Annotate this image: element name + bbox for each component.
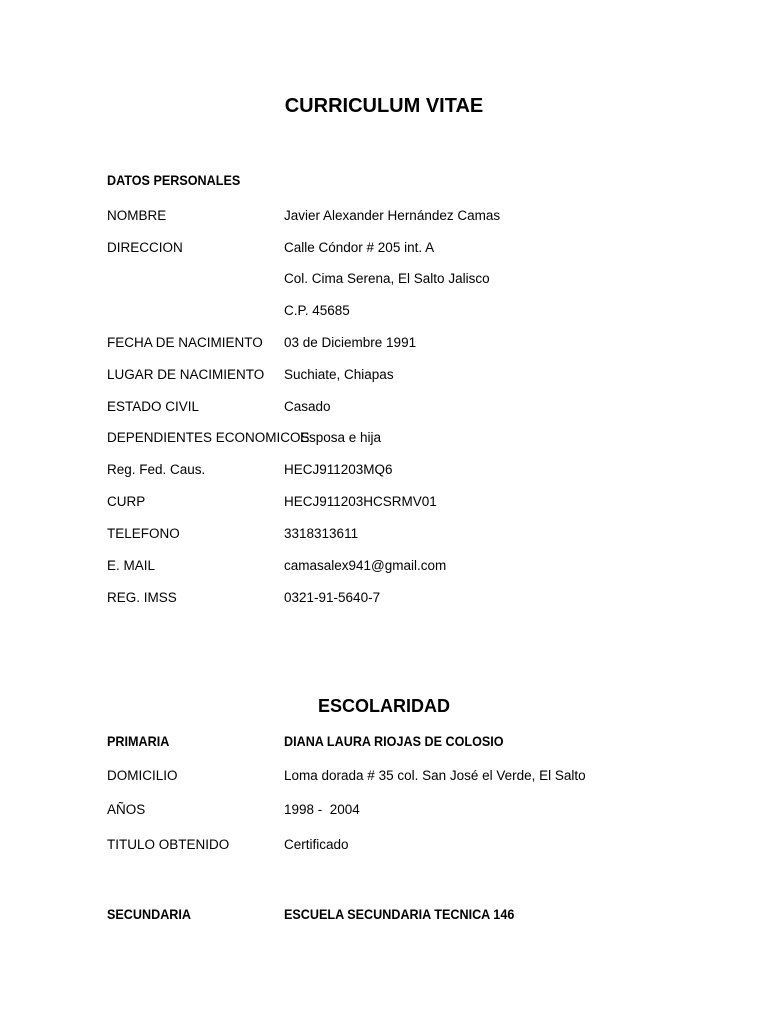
value-direccion-line2: Col. Cima Serena, El Salto Jalisco bbox=[284, 271, 490, 286]
value-nombre: Javier Alexander Hernández Camas bbox=[284, 208, 501, 223]
primaria-label: PRIMARIA bbox=[107, 733, 170, 749]
label-rfc: Reg. Fed. Caus. bbox=[107, 462, 206, 477]
value-primaria-titulo: Certificado bbox=[284, 837, 349, 852]
section-heading-escolaridad: ESCOLARIDAD bbox=[317, 696, 450, 716]
label-fecha-nacimiento: FECHA DE NACIMIENTO bbox=[107, 335, 263, 350]
value-fecha-nacimiento: 03 de Diciembre 1991 bbox=[284, 335, 417, 350]
value-direccion-line3: C.P. 45685 bbox=[284, 303, 350, 318]
value-reg-imss: 0321-91-5640-7 bbox=[284, 590, 381, 605]
label-estado-civil: ESTADO CIVIL bbox=[107, 399, 200, 414]
value-lugar-nacimiento: Suchiate, Chiapas bbox=[284, 367, 394, 382]
value-email: camasalex941@gmail.com bbox=[284, 558, 447, 573]
section-heading-personal: DATOS PERSONALES bbox=[107, 172, 241, 188]
label-primaria-anos: AÑOS bbox=[107, 802, 146, 817]
value-estado-civil: Casado bbox=[284, 399, 331, 414]
label-email: E. MAIL bbox=[107, 558, 156, 573]
secundaria-school: ESCUELA SECUNDARIA TECNICA 146 bbox=[284, 906, 515, 922]
label-reg-imss: REG. IMSS bbox=[107, 590, 177, 605]
value-direccion-line1: Calle Cóndor # 205 int. A bbox=[284, 240, 435, 255]
value-primaria-domicilio: Loma dorada # 35 col. San José el Verde, El Salto bbox=[284, 768, 586, 783]
page-title: CURRICULUM VITAE bbox=[284, 95, 484, 117]
label-lugar-nacimiento: LUGAR DE NACIMIENTO bbox=[107, 367, 265, 382]
value-rfc: HECJ911203MQ6 bbox=[284, 462, 393, 477]
label-primaria-titulo: TITULO OBTENIDO bbox=[107, 837, 230, 852]
label-primaria-domicilio: DOMICILIO bbox=[107, 768, 178, 783]
value-curp: HECJ911203HCSRMV01 bbox=[284, 494, 437, 509]
label-direccion: DIRECCION bbox=[107, 240, 183, 255]
primaria-school: DIANA LAURA RIOJAS DE COLOSIO bbox=[284, 733, 504, 749]
value-dependientes: Esposa e hija bbox=[300, 430, 382, 445]
value-telefono: 3318313611 bbox=[284, 526, 359, 541]
label-curp: CURP bbox=[107, 494, 146, 509]
value-primaria-anos: 1998 - 2004 bbox=[284, 802, 360, 817]
label-nombre: NOMBRE bbox=[107, 208, 167, 223]
secundaria-label: SECUNDARIA bbox=[107, 906, 192, 922]
label-telefono: TELEFONO bbox=[107, 526, 180, 541]
label-dependientes: DEPENDIENTES ECONOMICOS bbox=[107, 430, 310, 445]
